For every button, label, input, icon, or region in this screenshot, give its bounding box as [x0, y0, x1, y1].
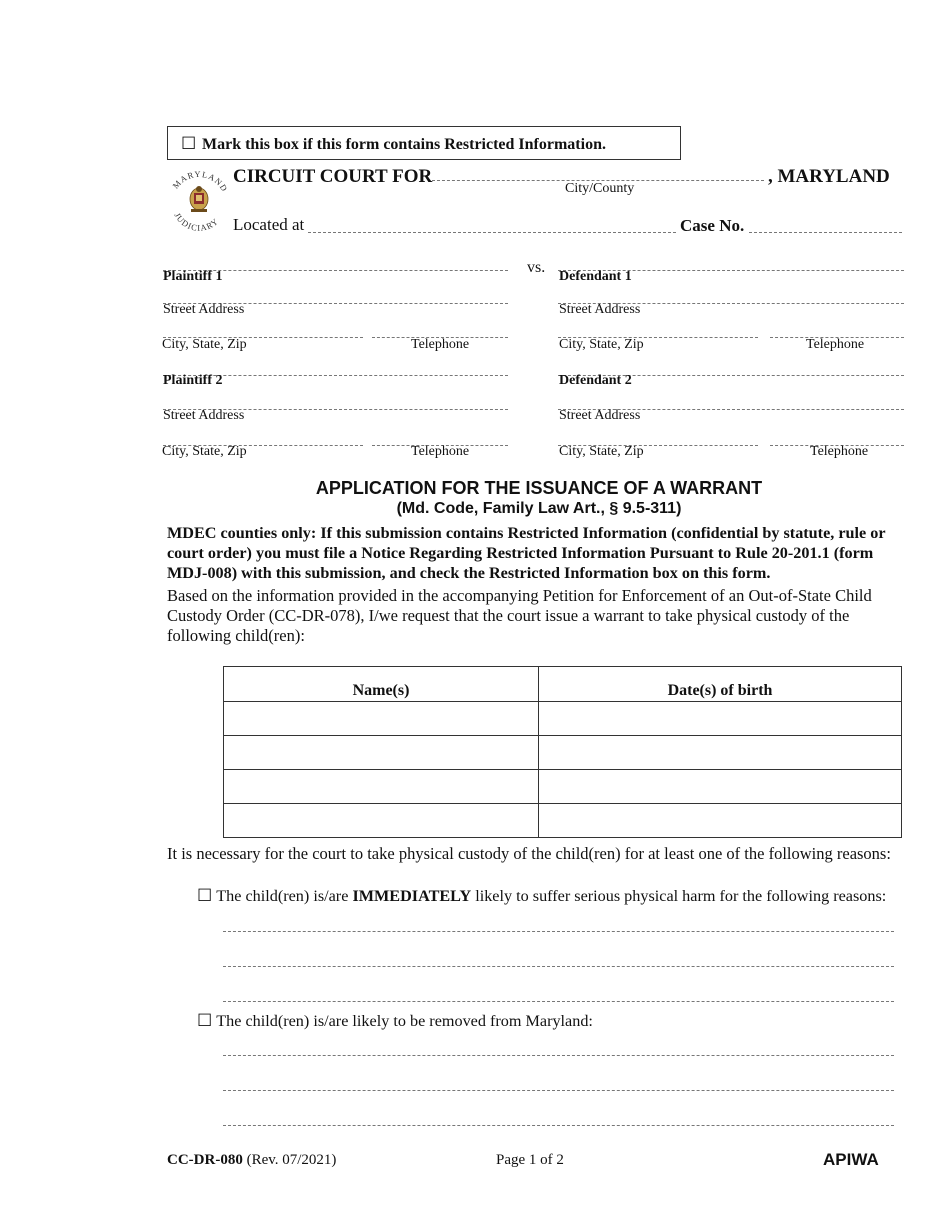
located-at-line[interactable] [308, 232, 676, 233]
defendant2-street-label: Street Address [559, 408, 641, 423]
maryland-judiciary-seal [167, 165, 231, 237]
table-row [224, 804, 902, 838]
reasons-intro: It is necessary for the court to take physical custody of the child(ren) for at least one of the following reasons: [167, 844, 891, 863]
plaintiff2-phone-label: Telephone [411, 444, 470, 459]
defendant1-street-label: Street Address [559, 302, 641, 317]
reason1-text-before: The child(ren) is/are [216, 887, 353, 905]
plaintiff2-label: Plaintiff 2 [163, 373, 223, 388]
child-name-cell[interactable] [224, 736, 539, 770]
reason-removal-checkbox[interactable]: ☐ [197, 1011, 213, 1030]
reason2-line-1[interactable] [223, 1055, 894, 1056]
defendant2-phone-label: Telephone [810, 444, 869, 459]
restricted-info-checkbox[interactable]: ☐ [181, 134, 197, 153]
table-row [224, 736, 902, 770]
svg-text:JUDICIARY [173, 211, 221, 233]
plaintiff1-label: Plaintiff 1 [163, 269, 223, 284]
defendant1-phone-label: Telephone [806, 337, 865, 352]
child-name-cell[interactable] [224, 770, 539, 804]
versus-label: vs. [527, 259, 546, 276]
page-number: Page 1 of 2 [496, 1152, 564, 1168]
plaintiff1-street-label: Street Address [163, 302, 245, 317]
reason2-line-3[interactable] [223, 1125, 894, 1126]
mdec-notice: MDEC counties only: If this submission contains Restricted Information (confidential by statute, rule or court order) you must file a Notice Regarding Restricted Information Pursuant to Rule 20-201.1 (form MDJ-008) with this submission, and check the Restricted Information box on this form. [167, 524, 886, 582]
located-at-label: Located at [233, 215, 305, 234]
maryland-label: , MARYLAND [768, 166, 890, 187]
footer-form-number [167, 1152, 336, 1169]
seal-top-text: MARYLAND [170, 168, 230, 194]
restricted-info-box [167, 126, 681, 160]
child-dob-cell[interactable] [539, 770, 902, 804]
reason2-text: The child(ren) is/are likely to be removed from Maryland: [216, 1012, 593, 1030]
case-no-line[interactable] [749, 232, 902, 233]
table-row [224, 702, 902, 736]
defendant2-city-label: City, State, Zip [559, 444, 644, 459]
table-row [224, 770, 902, 804]
circuit-court-label: CIRCUIT COURT FOR [233, 166, 433, 187]
reason1-text-after: likely to suffer serious physical harm for the following reasons: [471, 887, 887, 905]
reason1-line-2[interactable] [223, 966, 894, 967]
intro-paragraph: Based on the information provided in the accompanying Petition for Enforcement of an Out-of-State Child Custody Order (CC-DR-078), I/we request that the court issue a warrant to take physical custody of the following child(ren): [167, 586, 872, 645]
child-dob-cell[interactable] [539, 804, 902, 838]
names-column-header: Name(s) [224, 667, 539, 702]
form-subtitle: (Md. Code, Family Law Art., § 9.5-311) [396, 500, 682, 517]
dob-column-header: Date(s) of birth [539, 667, 902, 702]
form-revision: (Rev. 07/2021) [242, 1152, 337, 1168]
reason-immediate-harm [197, 886, 886, 906]
reason-removal [197, 1011, 593, 1031]
reason2-line-2[interactable] [223, 1090, 894, 1091]
plaintiff1-city-label: City, State, Zip [162, 337, 247, 352]
defendant1-label: Defendant 1 [559, 269, 632, 284]
seal-bottom-text: JUDICIARY [172, 210, 221, 233]
child-name-cell[interactable] [224, 702, 539, 736]
child-name-cell[interactable] [224, 804, 539, 838]
children-table [223, 666, 902, 838]
defendant1-city-label: City, State, Zip [559, 337, 644, 352]
reason1-line-3[interactable] [223, 1001, 894, 1002]
child-dob-cell[interactable] [539, 736, 902, 770]
defendant2-label: Defendant 2 [559, 373, 632, 388]
restricted-info-label: Mark this box if this form contains Restricted Information. [202, 136, 606, 153]
plaintiff1-phone-label: Telephone [411, 337, 470, 352]
reason-immediate-harm-checkbox[interactable]: ☐ [197, 886, 213, 905]
reason1-emphasis: IMMEDIATELY [352, 887, 472, 905]
table-header-row [224, 667, 902, 702]
form-code: APIWA [823, 1150, 879, 1169]
form-number: CC-DR-080 [167, 1152, 243, 1168]
reason1-line-1[interactable] [223, 931, 894, 932]
child-dob-cell[interactable] [539, 702, 902, 736]
case-no-label: Case No. [680, 216, 745, 235]
plaintiff2-city-label: City, State, Zip [162, 444, 247, 459]
city-county-label: City/County [565, 181, 635, 196]
form-title: APPLICATION FOR THE ISSUANCE OF A WARRANT [315, 478, 763, 498]
plaintiff2-street-label: Street Address [163, 408, 245, 423]
